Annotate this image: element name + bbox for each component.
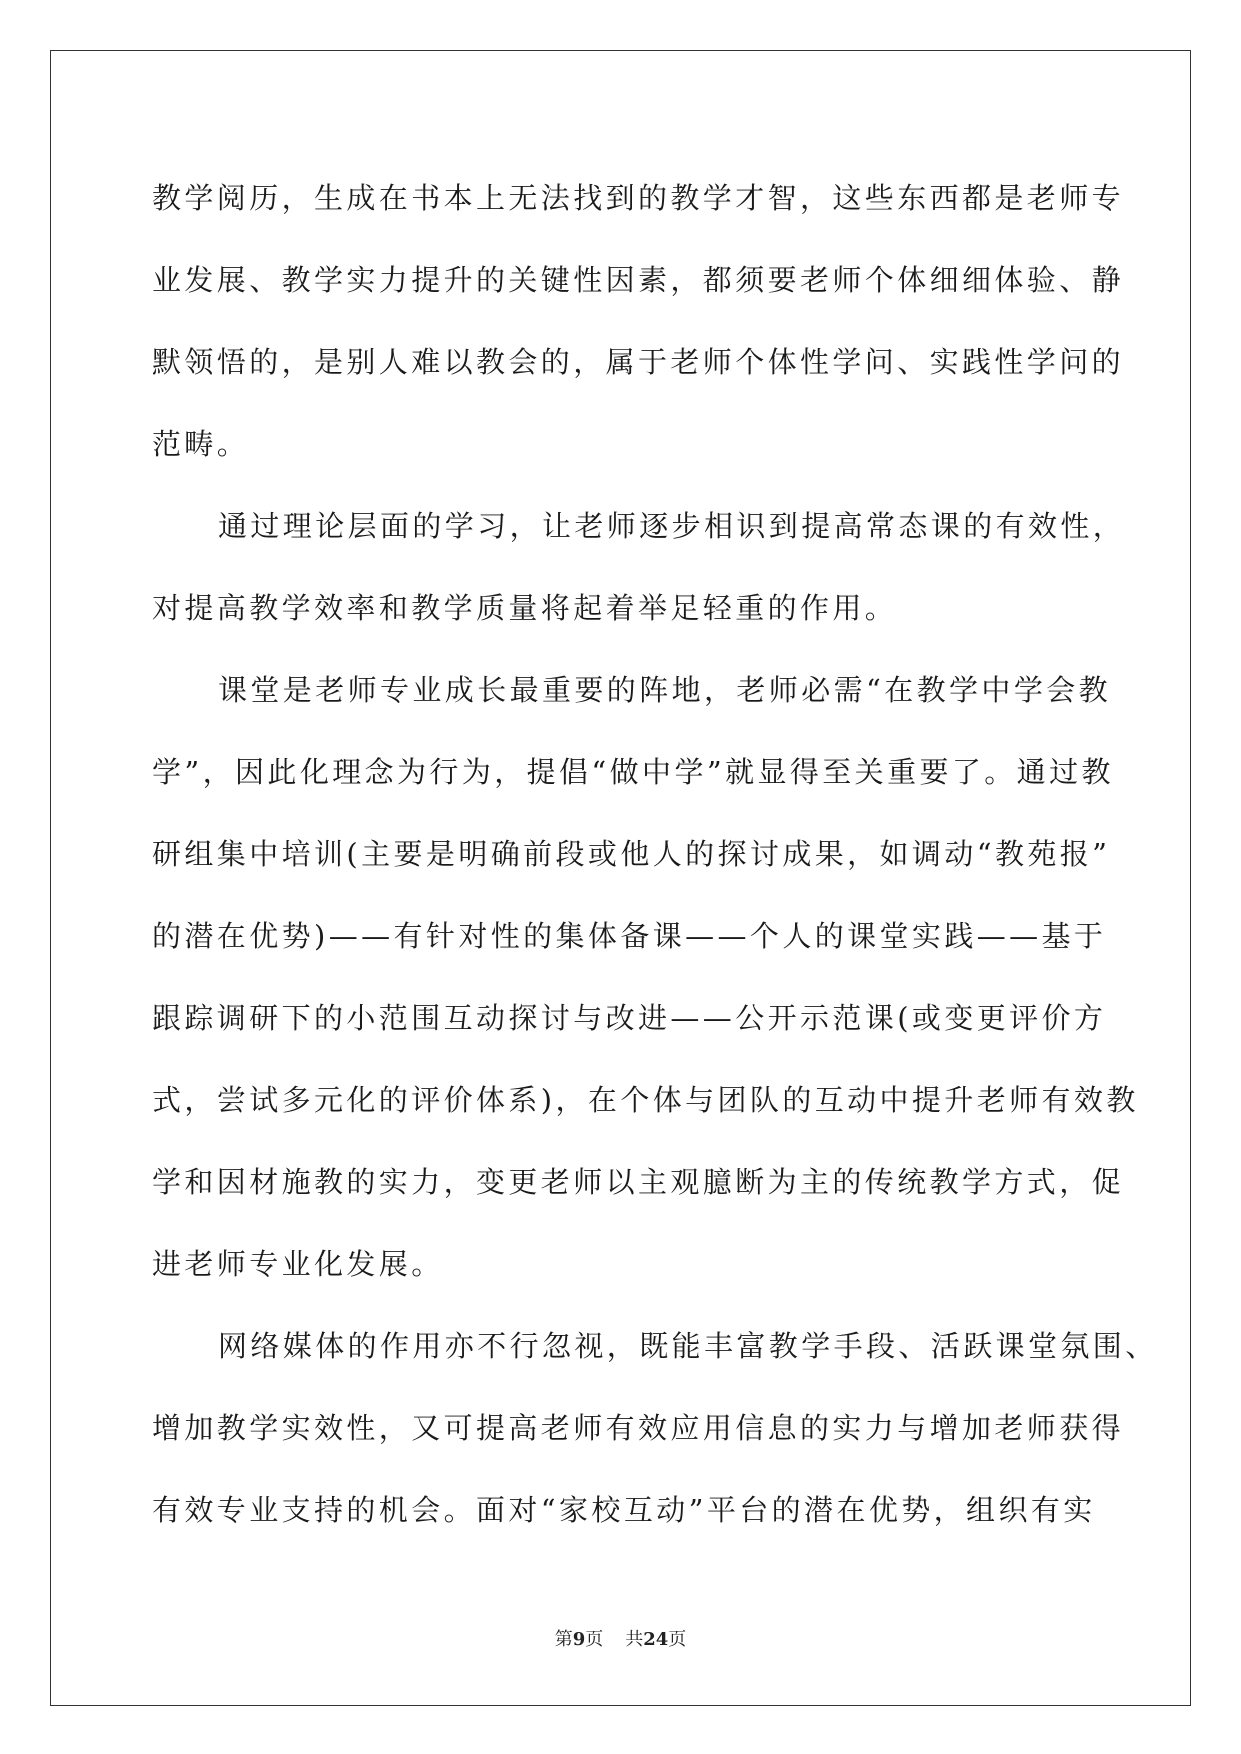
document-body — [152, 157, 1158, 1551]
text-line: 跟踪调研下的小范围互动探讨与改进——公开示范课(或变更评价方 — [152, 1001, 1107, 1035]
page-suffix: 页 — [585, 1629, 604, 1650]
total-prefix: 共 — [625, 1629, 644, 1650]
text-line: 学”，因此化理念为行为，提倡“做中学”就显得至关重要了。通过教 — [152, 755, 1114, 789]
page-prefix: 第 — [554, 1629, 573, 1650]
text-line: 研组集中培训(主要是明确前段或他人的探讨成果，如调动“教苑报” — [152, 837, 1111, 871]
paragraph-start-line: 网络媒体的作用亦不行忽视，既能丰富教学手段、活跃课堂氛围、 — [218, 1329, 1158, 1363]
paragraph-start-line: 通过理论层面的学习，让老师逐步相识到提高常态课的有效性， — [218, 509, 1126, 543]
text-line: 范畴。 — [152, 427, 250, 461]
text-line: 教学阅历，生成在书本上无法找到的教学才智，这些东西都是老师专 — [152, 181, 1125, 215]
page-number: 9 — [572, 1629, 586, 1650]
page-footer — [0, 1625, 1241, 1651]
paragraph-start-line: 课堂是老师专业成长最重要的阵地，老师必需“在教学中学会教 — [218, 673, 1112, 707]
text-line: 业发展、教学实力提升的关键性因素，都须要老师个体细细体验、静 — [152, 263, 1125, 297]
total-pages: 24 — [643, 1629, 669, 1650]
total-suffix: 页 — [668, 1629, 687, 1650]
text-line: 有效专业支持的机会。面对“家校互动”平台的潜在优势，组织有实 — [152, 1493, 1096, 1527]
text-line: 学和因材施教的实力，变更老师以主观臆断为主的传统教学方式，促 — [152, 1165, 1125, 1199]
text-line: 进老师专业化发展。 — [152, 1247, 444, 1281]
text-line: 增加教学实效性，又可提高老师有效应用信息的实力与增加老师获得 — [152, 1411, 1125, 1445]
text-line: 式，尝试多元化的评价体系)，在个体与团队的互动中提升老师有效教 — [152, 1083, 1139, 1117]
text-line: 对提高教学效率和教学质量将起着举足轻重的作用。 — [152, 591, 898, 625]
text-line: 的潜在优势)——有针对性的集体备课——个人的课堂实践——基于 — [152, 919, 1107, 953]
text-line: 默领悟的，是别人难以教会的，属于老师个体性学问、实践性学问的 — [152, 345, 1125, 379]
